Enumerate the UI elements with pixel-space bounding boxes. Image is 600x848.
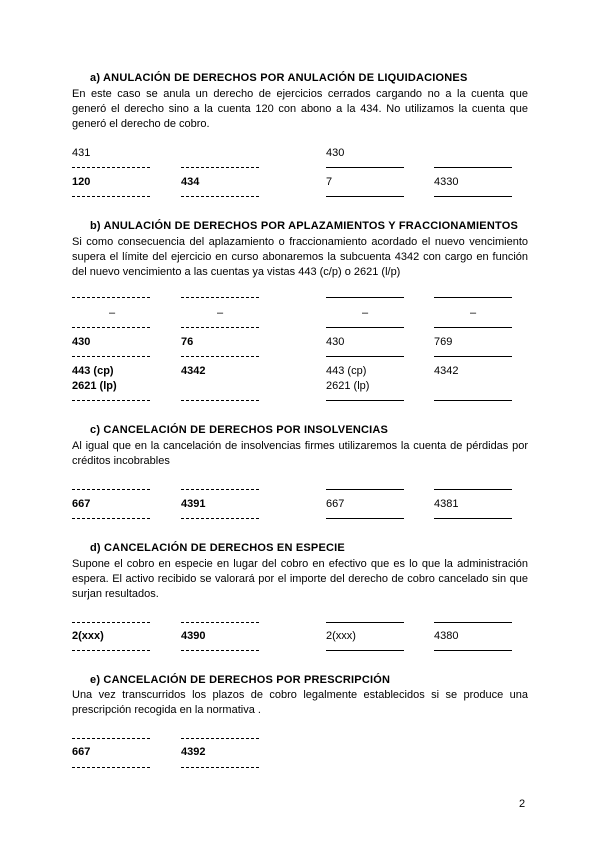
- section-b-cell: 443 (cp): [72, 365, 114, 377]
- separator: [72, 767, 150, 768]
- separator: [434, 650, 512, 651]
- separator: [181, 489, 259, 490]
- separator: [434, 356, 512, 357]
- separator: [72, 518, 150, 519]
- dash-mark: –: [470, 307, 477, 319]
- separator: [434, 518, 512, 519]
- section-b-text: Si como consecuencia del aplazamiento o fraccionamiento acordado el nuevo vencimiento supera el límite del ejercicio en curso abonaremos la subcuenta 4342 con cargo en función del nuevo vencimiento a las cuentas ya vistas 443 (c/p) o 2621 (l/p): [72, 236, 528, 278]
- section-a-top-right: 430: [326, 147, 345, 159]
- separator: [181, 400, 259, 401]
- separator: [326, 196, 404, 197]
- section-c-cell: 667: [326, 498, 345, 510]
- separator: [326, 297, 404, 298]
- section-b-cell: 2621 (lp): [72, 380, 117, 392]
- section-d-cell: 4390: [181, 630, 206, 642]
- section-d-cell: 2(xxx): [72, 630, 104, 642]
- section-d-cell: 4380: [434, 630, 459, 642]
- section-d-cell: 2(xxx): [326, 630, 356, 642]
- separator: [72, 489, 150, 490]
- section-a-cell: 7: [326, 176, 333, 188]
- section-e-cell: 4392: [181, 746, 206, 758]
- separator: [181, 518, 259, 519]
- separator: [72, 400, 150, 401]
- separator: [72, 196, 150, 197]
- section-a-top-left: 431: [72, 147, 91, 159]
- separator: [72, 738, 150, 739]
- section-d-text: Supone el cobro en especie en lugar del cobro en efectivo que es lo que la administración espera. El activo recibido se valorará por el importe del derecho de cobro cancelado sin que surjan resultados.: [72, 558, 528, 600]
- section-d-title: d) CANCELACIÓN DE DERECHOS EN ESPECIE: [90, 542, 345, 554]
- separator: [326, 400, 404, 401]
- separator: [181, 622, 259, 623]
- separator: [434, 622, 512, 623]
- separator: [181, 767, 259, 768]
- section-a-cell: 434: [181, 176, 200, 188]
- separator: [434, 167, 512, 168]
- separator: [72, 297, 150, 298]
- separator: [72, 622, 150, 623]
- separator: [181, 297, 259, 298]
- separator: [72, 356, 150, 357]
- section-a-text: En este caso se anula un derecho de ejercicios cerrados cargando no a la cuenta que generó el derecho sino a la cuenta 120 con abono a la 434. No utilizamos la cuenta que generó el derecho de cobro.: [72, 88, 528, 130]
- separator: [326, 167, 404, 168]
- section-a-cell: 120: [72, 176, 91, 188]
- separator: [326, 489, 404, 490]
- dash-mark: –: [217, 307, 224, 319]
- separator: [181, 327, 259, 328]
- section-b-cell: 430: [72, 336, 91, 348]
- separator: [181, 167, 259, 168]
- section-c-text: Al igual que en la cancelación de insolvencias firmes utilizaremos la cuenta de pérdidas por créditos incobrables: [72, 440, 528, 467]
- section-b-cell: 4342: [181, 365, 206, 377]
- section-b-cell: 2621 (lp): [326, 380, 370, 392]
- separator: [434, 196, 512, 197]
- section-b-cell: 443 (cp): [326, 365, 367, 377]
- separator: [326, 518, 404, 519]
- section-b-cell: 430: [326, 336, 345, 348]
- section-c-title: c) CANCELACIÓN DE DERECHOS POR INSOLVENCIAS: [90, 424, 389, 436]
- section-b-cell: 76: [181, 336, 194, 348]
- section-b-title: b) ANULACIÓN DE DERECHOS POR APLAZAMIENTOS Y FRACCIONAMIENTOS: [90, 220, 518, 232]
- separator: [181, 650, 259, 651]
- section-e-cell: 667: [72, 746, 91, 758]
- section-c-cell: 4391: [181, 498, 206, 510]
- separator: [434, 489, 512, 490]
- separator: [326, 622, 404, 623]
- separator: [326, 327, 404, 328]
- separator: [72, 650, 150, 651]
- section-a-title: a) ANULACIÓN DE DERECHOS POR ANULACIÓN DE LIQUIDACIONES: [90, 72, 468, 84]
- section-e-title: e) CANCELACIÓN DE DERECHOS POR PRESCRIPCIÓN: [90, 674, 391, 686]
- separator: [326, 356, 404, 357]
- separator: [434, 400, 512, 401]
- section-c-cell: 667: [72, 498, 91, 510]
- section-b-cell: 4342: [434, 365, 459, 377]
- separator: [72, 327, 150, 328]
- separator: [434, 327, 512, 328]
- page-number: 2: [519, 798, 526, 810]
- separator: [72, 167, 150, 168]
- separator: [434, 297, 512, 298]
- separator: [181, 356, 259, 357]
- section-e-text: Una vez transcurridos los plazos de cobro legalmente establecidos si se produce una prescripción recogida en la normativa .: [72, 689, 528, 716]
- section-a-cell: 4330: [434, 176, 459, 188]
- separator: [181, 196, 259, 197]
- separator: [181, 738, 259, 739]
- dash-mark: –: [362, 307, 369, 319]
- separator: [326, 650, 404, 651]
- section-b-cell: 769: [434, 336, 453, 348]
- dash-mark: –: [109, 307, 116, 319]
- section-c-cell: 4381: [434, 498, 459, 510]
